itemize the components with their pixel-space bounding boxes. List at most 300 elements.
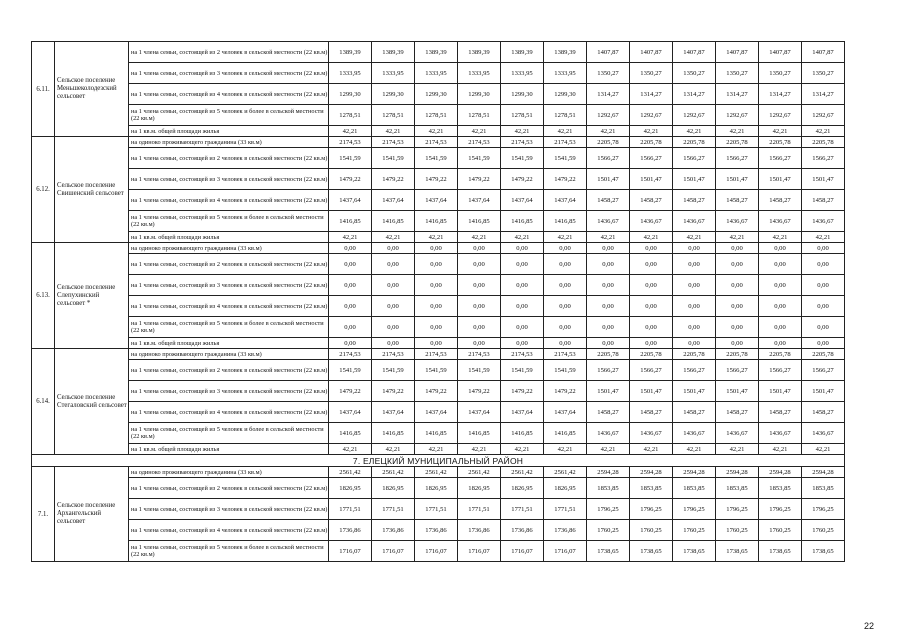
price-cell: 1716,07 bbox=[372, 541, 415, 562]
price-cell: 42,21 bbox=[802, 126, 845, 137]
price-cell: 2594,28 bbox=[587, 467, 630, 478]
price-cell: 1826,95 bbox=[372, 478, 415, 499]
price-cell: 0,00 bbox=[501, 254, 544, 275]
price-cell: 1479,22 bbox=[501, 169, 544, 190]
price-cell: 1436,67 bbox=[759, 423, 802, 444]
table-row bbox=[32, 232, 845, 243]
price-cell: 0,00 bbox=[673, 243, 716, 254]
price-cell: 0,00 bbox=[544, 317, 587, 338]
price-cell: 1416,85 bbox=[501, 211, 544, 232]
price-cell: 1278,51 bbox=[329, 105, 372, 126]
price-cell: 1407,87 bbox=[630, 42, 673, 63]
norm-description: на 1 кв.м. общей площади жилья bbox=[129, 338, 329, 349]
price-cell: 1314,27 bbox=[802, 84, 845, 105]
table-row bbox=[32, 137, 845, 148]
price-cell: 1738,65 bbox=[587, 541, 630, 562]
norm-description: на 1 члена семьи, состоящей из 4 человек в сельской местности (22 кв.м) bbox=[129, 520, 329, 541]
price-cell: 42,21 bbox=[630, 126, 673, 137]
settlement-index: 6.13. bbox=[32, 243, 55, 349]
price-cell: 1826,95 bbox=[329, 478, 372, 499]
price-cell: 1541,59 bbox=[458, 360, 501, 381]
price-cell: 42,21 bbox=[544, 232, 587, 243]
price-cell: 2205,78 bbox=[802, 137, 845, 148]
price-cell: 0,00 bbox=[458, 317, 501, 338]
price-cell: 1333,95 bbox=[458, 63, 501, 84]
price-cell: 2174,53 bbox=[501, 137, 544, 148]
price-cell: 0,00 bbox=[544, 243, 587, 254]
table-row bbox=[32, 243, 845, 254]
price-cell: 0,00 bbox=[587, 275, 630, 296]
price-cell: 1541,59 bbox=[415, 360, 458, 381]
price-cell: 1716,07 bbox=[415, 541, 458, 562]
section-header-row bbox=[32, 455, 845, 467]
price-cell: 1501,47 bbox=[716, 381, 759, 402]
price-cell: 1501,47 bbox=[802, 169, 845, 190]
table-row bbox=[32, 275, 845, 296]
price-cell: 1436,67 bbox=[716, 211, 759, 232]
price-cell: 42,21 bbox=[802, 444, 845, 455]
price-cell: 1407,87 bbox=[716, 42, 759, 63]
price-cell: 42,21 bbox=[673, 444, 716, 455]
price-cell: 1458,27 bbox=[802, 402, 845, 423]
table-row bbox=[32, 541, 845, 562]
price-cell: 2174,53 bbox=[372, 349, 415, 360]
price-cell: 1458,27 bbox=[673, 402, 716, 423]
price-cell: 1350,27 bbox=[630, 63, 673, 84]
table-row bbox=[32, 169, 845, 190]
price-cell: 42,21 bbox=[587, 232, 630, 243]
price-cell: 1350,27 bbox=[673, 63, 716, 84]
price-cell: 1716,07 bbox=[458, 541, 501, 562]
price-cell: 1458,27 bbox=[673, 190, 716, 211]
price-cell: 0,00 bbox=[716, 296, 759, 317]
price-cell: 42,21 bbox=[544, 444, 587, 455]
price-cell: 1416,85 bbox=[458, 423, 501, 444]
price-cell: 0,00 bbox=[329, 338, 372, 349]
price-cell: 1796,25 bbox=[759, 499, 802, 520]
price-cell: 0,00 bbox=[372, 275, 415, 296]
price-cell: 1853,85 bbox=[630, 478, 673, 499]
table-row bbox=[32, 190, 845, 211]
settlement-index: 6.11. bbox=[32, 42, 55, 137]
price-cell: 0,00 bbox=[673, 296, 716, 317]
price-cell: 42,21 bbox=[716, 126, 759, 137]
price-cell: 2205,78 bbox=[716, 349, 759, 360]
price-cell: 1437,64 bbox=[372, 190, 415, 211]
price-cell: 1278,51 bbox=[458, 105, 501, 126]
price-cell: 0,00 bbox=[415, 243, 458, 254]
price-cell: 1333,95 bbox=[372, 63, 415, 84]
price-cell: 1479,22 bbox=[544, 381, 587, 402]
price-cell: 1736,86 bbox=[329, 520, 372, 541]
price-cell: 1458,27 bbox=[802, 190, 845, 211]
price-cell: 42,21 bbox=[759, 232, 802, 243]
price-cell: 1458,27 bbox=[630, 190, 673, 211]
norm-description: на 1 члена семьи, состоящей из 2 человек в сельской местности (22 кв.м) bbox=[129, 254, 329, 275]
price-cell: 1501,47 bbox=[630, 381, 673, 402]
price-cell: 0,00 bbox=[458, 338, 501, 349]
norm-description: на одиноко проживающего гражданина (33 кв.м) bbox=[129, 243, 329, 254]
norm-description: на 1 члена семьи, состоящей из 5 человек и более в сельской местности (22 кв.м) bbox=[129, 541, 329, 562]
price-cell: 1389,39 bbox=[372, 42, 415, 63]
price-cell: 1760,25 bbox=[716, 520, 759, 541]
price-cell: 0,00 bbox=[501, 243, 544, 254]
price-cell: 1826,95 bbox=[458, 478, 501, 499]
price-cell: 1566,27 bbox=[630, 148, 673, 169]
table-row bbox=[32, 296, 845, 317]
price-cell: 1479,22 bbox=[544, 169, 587, 190]
settlement-name: Сельское поселение Стегаловский сельсовет bbox=[55, 349, 129, 455]
price-cell: 1771,51 bbox=[415, 499, 458, 520]
price-cell: 1541,59 bbox=[415, 148, 458, 169]
price-cell: 1479,22 bbox=[501, 381, 544, 402]
price-cell: 1541,59 bbox=[458, 148, 501, 169]
price-cell: 2561,42 bbox=[501, 467, 544, 478]
price-cell: 1436,67 bbox=[630, 211, 673, 232]
price-cell: 0,00 bbox=[759, 243, 802, 254]
price-cell: 1566,27 bbox=[587, 360, 630, 381]
price-cell: 1566,27 bbox=[802, 148, 845, 169]
price-cell: 1333,95 bbox=[501, 63, 544, 84]
price-cell: 42,21 bbox=[372, 232, 415, 243]
price-cell: 2594,28 bbox=[673, 467, 716, 478]
price-cell: 1292,67 bbox=[716, 105, 759, 126]
price-cell: 1826,95 bbox=[415, 478, 458, 499]
norm-description: на 1 кв.м. общей площади жилья bbox=[129, 232, 329, 243]
price-cell: 0,00 bbox=[458, 254, 501, 275]
price-cell: 2174,53 bbox=[458, 349, 501, 360]
norm-description: на 1 кв.м. общей площади жилья bbox=[129, 126, 329, 137]
price-cell: 0,00 bbox=[458, 243, 501, 254]
settlement-name: Сельское поселение Меньшеколодезский сельсовет bbox=[55, 42, 129, 137]
price-cell: 1479,22 bbox=[329, 169, 372, 190]
norm-description: на 1 члена семьи, состоящей из 3 человек в сельской местности (22 кв.м) bbox=[129, 63, 329, 84]
price-cell: 1416,85 bbox=[458, 211, 501, 232]
price-cell: 1501,47 bbox=[716, 169, 759, 190]
price-cell: 42,21 bbox=[673, 126, 716, 137]
price-cell: 0,00 bbox=[759, 254, 802, 275]
price-cell: 0,00 bbox=[587, 338, 630, 349]
norm-description: на 1 члена семьи, состоящей из 3 человек в сельской местности (22 кв.м) bbox=[129, 381, 329, 402]
table-row bbox=[32, 478, 845, 499]
price-cell: 0,00 bbox=[630, 296, 673, 317]
price-cell: 1826,95 bbox=[501, 478, 544, 499]
price-cell: 42,21 bbox=[587, 126, 630, 137]
price-cell: 1479,22 bbox=[372, 381, 415, 402]
norm-description: на 1 члена семьи, состоящей из 3 человек в сельской местности (22 кв.м) bbox=[129, 499, 329, 520]
price-cell: 2205,78 bbox=[587, 349, 630, 360]
price-cell: 1479,22 bbox=[415, 381, 458, 402]
price-cell: 1738,65 bbox=[673, 541, 716, 562]
price-cell: 1416,85 bbox=[329, 423, 372, 444]
price-cell: 1738,65 bbox=[802, 541, 845, 562]
table-row bbox=[32, 520, 845, 541]
price-cell: 0,00 bbox=[802, 338, 845, 349]
price-cell: 1541,59 bbox=[372, 360, 415, 381]
price-cell: 0,00 bbox=[501, 296, 544, 317]
price-cell: 1501,47 bbox=[587, 381, 630, 402]
price-cell: 0,00 bbox=[630, 243, 673, 254]
price-cell: 0,00 bbox=[716, 338, 759, 349]
settlement-name: Сельское поселение Слепухинский сельсовет * bbox=[55, 243, 129, 349]
price-cell: 1407,87 bbox=[673, 42, 716, 63]
price-cell: 2174,53 bbox=[329, 349, 372, 360]
price-cell: 0,00 bbox=[415, 338, 458, 349]
price-cell: 1350,27 bbox=[587, 63, 630, 84]
price-cell: 1437,64 bbox=[501, 190, 544, 211]
settlement-index: 6.12. bbox=[32, 137, 55, 243]
price-cell: 2594,28 bbox=[716, 467, 759, 478]
price-cell: 0,00 bbox=[329, 317, 372, 338]
price-cell: 42,21 bbox=[630, 232, 673, 243]
table-body bbox=[32, 42, 845, 562]
price-cell: 0,00 bbox=[630, 338, 673, 349]
price-cell: 1437,64 bbox=[501, 402, 544, 423]
table-row bbox=[32, 360, 845, 381]
price-cell: 1541,59 bbox=[372, 148, 415, 169]
price-cell: 1436,67 bbox=[802, 423, 845, 444]
price-cell: 1437,64 bbox=[329, 190, 372, 211]
price-cell: 0,00 bbox=[329, 243, 372, 254]
norm-description: на 1 члена семьи, состоящей из 2 человек в сельской местности (22 кв.м) bbox=[129, 42, 329, 63]
price-cell: 0,00 bbox=[458, 275, 501, 296]
table-row bbox=[32, 349, 845, 360]
table-row bbox=[32, 211, 845, 232]
price-cell: 42,21 bbox=[415, 444, 458, 455]
price-cell: 0,00 bbox=[329, 296, 372, 317]
price-cell: 1771,51 bbox=[544, 499, 587, 520]
price-cell: 1501,47 bbox=[673, 169, 716, 190]
price-cell: 1458,27 bbox=[587, 190, 630, 211]
price-cell: 0,00 bbox=[372, 254, 415, 275]
price-cell: 1299,30 bbox=[329, 84, 372, 105]
price-cell: 1760,25 bbox=[802, 520, 845, 541]
settlement-name: Сельское поселение Свишенский сельсовет bbox=[55, 137, 129, 243]
price-cell: 0,00 bbox=[716, 243, 759, 254]
norm-description: на 1 кв.м. общей площади жилья bbox=[129, 444, 329, 455]
price-cell: 1760,25 bbox=[759, 520, 802, 541]
price-cell: 1566,27 bbox=[759, 148, 802, 169]
price-cell: 2174,53 bbox=[458, 137, 501, 148]
price-cell: 1738,65 bbox=[716, 541, 759, 562]
price-table-container bbox=[31, 41, 843, 562]
price-cell: 1716,07 bbox=[329, 541, 372, 562]
price-cell: 1566,27 bbox=[716, 360, 759, 381]
price-cell: 1566,27 bbox=[630, 360, 673, 381]
price-cell: 1501,47 bbox=[587, 169, 630, 190]
price-cell: 1738,65 bbox=[759, 541, 802, 562]
price-cell: 1501,47 bbox=[759, 169, 802, 190]
price-cell: 1407,87 bbox=[759, 42, 802, 63]
price-cell: 0,00 bbox=[802, 275, 845, 296]
price-cell: 0,00 bbox=[716, 317, 759, 338]
price-cell: 42,21 bbox=[372, 444, 415, 455]
price-cell: 1736,86 bbox=[544, 520, 587, 541]
price-cell: 1826,95 bbox=[544, 478, 587, 499]
table-row bbox=[32, 381, 845, 402]
norm-description: на 1 члена семьи, состоящей из 2 человек в сельской местности (22 кв.м) bbox=[129, 148, 329, 169]
price-cell: 1738,65 bbox=[630, 541, 673, 562]
price-cell: 1501,47 bbox=[673, 381, 716, 402]
price-cell: 42,21 bbox=[372, 126, 415, 137]
price-cell: 1292,67 bbox=[630, 105, 673, 126]
price-cell: 2205,78 bbox=[716, 137, 759, 148]
price-cell: 0,00 bbox=[544, 296, 587, 317]
price-cell: 1736,86 bbox=[372, 520, 415, 541]
price-cell: 1458,27 bbox=[716, 402, 759, 423]
price-cell: 1416,85 bbox=[544, 423, 587, 444]
price-cell: 1416,85 bbox=[501, 423, 544, 444]
price-cell: 42,21 bbox=[759, 444, 802, 455]
norm-description: на 1 члена семьи, состоящей из 5 человек и более в сельской местности (22 кв.м) bbox=[129, 423, 329, 444]
section-title: 7. ЕЛЕЦКИЙ МУНИЦИПАЛЬНЫЙ РАЙОН bbox=[32, 455, 845, 467]
price-cell: 1796,25 bbox=[587, 499, 630, 520]
norm-description: на 1 члена семьи, состоящей из 5 человек и более в сельской местности (22 кв.м) bbox=[129, 317, 329, 338]
price-cell: 42,21 bbox=[458, 232, 501, 243]
price-cell: 2174,53 bbox=[501, 349, 544, 360]
price-cell: 42,21 bbox=[759, 126, 802, 137]
price-cell: 1437,64 bbox=[329, 402, 372, 423]
price-cell: 1853,85 bbox=[716, 478, 759, 499]
price-cell: 1479,22 bbox=[458, 169, 501, 190]
table-row bbox=[32, 338, 845, 349]
price-cell: 1458,27 bbox=[587, 402, 630, 423]
price-cell: 1771,51 bbox=[329, 499, 372, 520]
price-cell: 0,00 bbox=[716, 275, 759, 296]
norm-description: на одиноко проживающего гражданина (33 кв.м) bbox=[129, 349, 329, 360]
price-cell: 1736,86 bbox=[458, 520, 501, 541]
price-cell: 0,00 bbox=[759, 338, 802, 349]
housing-cost-table bbox=[31, 41, 845, 562]
price-cell: 1771,51 bbox=[372, 499, 415, 520]
price-cell: 1541,59 bbox=[329, 148, 372, 169]
price-cell: 2174,53 bbox=[415, 137, 458, 148]
price-cell: 42,21 bbox=[501, 232, 544, 243]
table-row bbox=[32, 105, 845, 126]
price-cell: 1853,85 bbox=[587, 478, 630, 499]
price-cell: 1541,59 bbox=[544, 148, 587, 169]
price-cell: 1437,64 bbox=[458, 402, 501, 423]
price-cell: 42,21 bbox=[630, 444, 673, 455]
price-cell: 0,00 bbox=[587, 243, 630, 254]
price-cell: 2594,28 bbox=[759, 467, 802, 478]
price-cell: 1314,27 bbox=[673, 84, 716, 105]
price-cell: 1479,22 bbox=[415, 169, 458, 190]
price-cell: 1292,67 bbox=[759, 105, 802, 126]
price-cell: 42,21 bbox=[587, 444, 630, 455]
price-cell: 0,00 bbox=[372, 338, 415, 349]
price-cell: 1716,07 bbox=[501, 541, 544, 562]
price-cell: 1541,59 bbox=[544, 360, 587, 381]
norm-description: на одиноко проживающего гражданина (33 кв.м) bbox=[129, 137, 329, 148]
price-cell: 42,21 bbox=[329, 126, 372, 137]
price-cell: 1501,47 bbox=[630, 169, 673, 190]
price-cell: 42,21 bbox=[716, 232, 759, 243]
norm-description: на 1 члена семьи, состоящей из 4 человек в сельской местности (22 кв.м) bbox=[129, 296, 329, 317]
norm-description: на 1 члена семьи, состоящей из 5 человек и более в сельской местности (22 кв.м) bbox=[129, 105, 329, 126]
price-cell: 2174,53 bbox=[415, 349, 458, 360]
price-cell: 2561,42 bbox=[458, 467, 501, 478]
price-cell: 2205,78 bbox=[802, 349, 845, 360]
price-cell: 0,00 bbox=[630, 254, 673, 275]
price-cell: 1566,27 bbox=[673, 148, 716, 169]
price-cell: 0,00 bbox=[501, 317, 544, 338]
price-cell: 1292,67 bbox=[802, 105, 845, 126]
price-cell: 1736,86 bbox=[501, 520, 544, 541]
price-cell: 0,00 bbox=[673, 275, 716, 296]
price-cell: 42,21 bbox=[544, 126, 587, 137]
price-cell: 1314,27 bbox=[587, 84, 630, 105]
price-cell: 2561,42 bbox=[372, 467, 415, 478]
price-cell: 1389,39 bbox=[501, 42, 544, 63]
price-cell: 2205,78 bbox=[630, 349, 673, 360]
price-cell: 0,00 bbox=[415, 317, 458, 338]
price-cell: 1389,39 bbox=[458, 42, 501, 63]
price-cell: 1436,67 bbox=[759, 211, 802, 232]
price-cell: 1437,64 bbox=[372, 402, 415, 423]
price-cell: 1760,25 bbox=[630, 520, 673, 541]
price-cell: 42,21 bbox=[458, 444, 501, 455]
price-cell: 1292,67 bbox=[587, 105, 630, 126]
price-cell: 1437,64 bbox=[415, 402, 458, 423]
price-cell: 0,00 bbox=[587, 317, 630, 338]
table-row bbox=[32, 126, 845, 137]
norm-description: на 1 члена семьи, состоящей из 4 человек в сельской местности (22 кв.м) bbox=[129, 402, 329, 423]
price-cell: 0,00 bbox=[802, 296, 845, 317]
price-cell: 1416,85 bbox=[415, 211, 458, 232]
table-row bbox=[32, 317, 845, 338]
price-cell: 1416,85 bbox=[544, 211, 587, 232]
price-cell: 0,00 bbox=[372, 296, 415, 317]
price-cell: 2594,28 bbox=[630, 467, 673, 478]
price-cell: 0,00 bbox=[544, 275, 587, 296]
price-cell: 0,00 bbox=[329, 254, 372, 275]
price-cell: 0,00 bbox=[544, 254, 587, 275]
price-cell: 1299,30 bbox=[415, 84, 458, 105]
price-cell: 1350,27 bbox=[802, 63, 845, 84]
price-cell: 1501,47 bbox=[759, 381, 802, 402]
price-cell: 42,21 bbox=[501, 444, 544, 455]
price-cell: 2594,28 bbox=[802, 467, 845, 478]
price-cell: 1314,27 bbox=[759, 84, 802, 105]
price-cell: 42,21 bbox=[415, 126, 458, 137]
price-cell: 0,00 bbox=[458, 296, 501, 317]
price-cell: 1771,51 bbox=[458, 499, 501, 520]
price-cell: 1541,59 bbox=[501, 360, 544, 381]
price-cell: 1458,27 bbox=[716, 190, 759, 211]
page-number: 22 bbox=[863, 621, 874, 631]
price-cell: 0,00 bbox=[372, 243, 415, 254]
norm-description: на 1 члена семьи, состоящей из 3 человек в сельской местности (22 кв.м) bbox=[129, 169, 329, 190]
price-cell: 42,21 bbox=[802, 232, 845, 243]
price-cell: 1278,51 bbox=[372, 105, 415, 126]
price-cell: 1436,67 bbox=[673, 211, 716, 232]
price-cell: 42,21 bbox=[673, 232, 716, 243]
price-cell: 0,00 bbox=[329, 275, 372, 296]
settlement-index: 7.1. bbox=[32, 467, 55, 562]
price-cell: 0,00 bbox=[673, 317, 716, 338]
table-row bbox=[32, 467, 845, 478]
price-cell: 1479,22 bbox=[329, 381, 372, 402]
price-cell: 1541,59 bbox=[501, 148, 544, 169]
price-cell: 1796,25 bbox=[802, 499, 845, 520]
price-cell: 1314,27 bbox=[716, 84, 759, 105]
price-cell: 0,00 bbox=[759, 317, 802, 338]
price-cell: 0,00 bbox=[544, 338, 587, 349]
price-cell: 1299,30 bbox=[501, 84, 544, 105]
price-cell: 1436,67 bbox=[673, 423, 716, 444]
table-row bbox=[32, 42, 845, 63]
